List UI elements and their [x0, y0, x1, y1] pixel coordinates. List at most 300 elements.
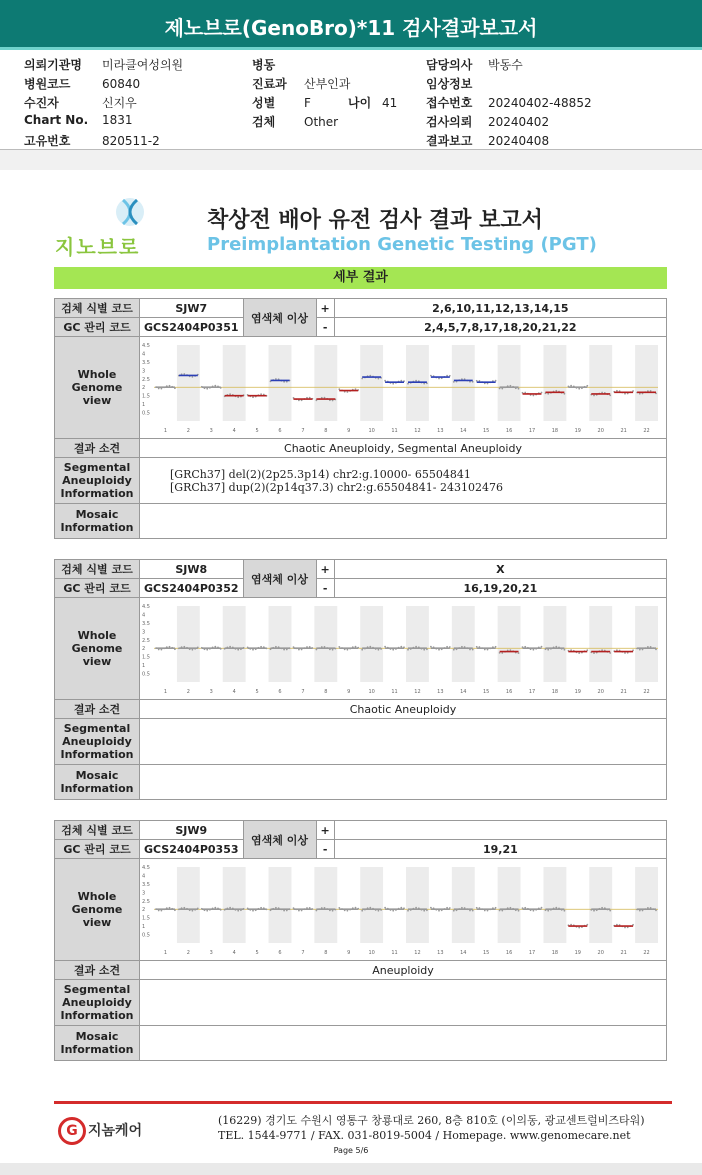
chromosome-band — [177, 345, 200, 421]
chromosome-band — [589, 345, 612, 421]
data-point — [547, 910, 549, 912]
loss-sign: - — [316, 579, 334, 598]
data-point — [355, 388, 357, 390]
y-tick-label: 1 — [142, 924, 146, 931]
chromosome-band — [452, 606, 475, 682]
y-tick-label: 3.5 — [142, 620, 150, 627]
contact-line: TEL. 1544-9771 / FAX. 031-8019-5004 / Homepage. www.genomecare.net — [218, 1129, 631, 1142]
y-tick-label: 3 — [142, 629, 146, 636]
gc-code: GCS2404P0352 — [140, 579, 244, 598]
x-tick-label: 16 — [505, 950, 513, 956]
x-tick-label: 11 — [391, 428, 398, 434]
chromosome-band — [635, 606, 658, 682]
segmental-label: Segmental Aneuploidy Information — [55, 719, 140, 765]
x-tick-label: 2 — [186, 428, 190, 434]
sample-code-label: 검체 식별 코드 — [55, 560, 140, 579]
data-point — [361, 649, 363, 651]
data-point — [518, 910, 520, 912]
y-tick-label: 2.5 — [142, 898, 150, 905]
loss-sign: - — [316, 840, 334, 859]
info-column-1 — [24, 56, 183, 151]
info-label: Chart No. — [24, 113, 89, 127]
x-tick-label: 7 — [301, 689, 305, 695]
gain-sign: + — [316, 821, 334, 840]
data-point — [214, 385, 216, 387]
segmental-line: [GRCh37] del(2)(2p25.3p14) chr2:g.10000- 65504841 — [170, 467, 471, 481]
data-point — [237, 910, 239, 912]
gc-code: GCS2404P0353 — [140, 840, 244, 859]
data-point — [518, 388, 520, 390]
chromosome-band — [635, 345, 658, 421]
x-tick-label: 17 — [528, 428, 536, 434]
data-point — [369, 375, 371, 377]
chromosome-band — [589, 606, 612, 682]
info-value: 20240408 — [488, 134, 550, 148]
chromosome-band — [406, 345, 429, 421]
data-point — [555, 646, 557, 648]
data-point — [415, 646, 417, 648]
data-point — [453, 910, 455, 912]
y-tick-label: 0.5 — [142, 932, 150, 939]
data-point — [555, 390, 557, 392]
gc-code-label: GC 관리 코드 — [55, 318, 140, 337]
report-title-korean: 착상전 배아 유전 검사 결과 보고서 — [207, 208, 543, 233]
abnormality-label: 염색체 이상 — [243, 821, 316, 859]
segmental-info — [140, 458, 667, 504]
data-point — [430, 646, 432, 648]
gc-code: GCS2404P0351 — [140, 318, 244, 337]
data-point — [400, 646, 402, 648]
data-point — [438, 910, 440, 912]
company-logo — [58, 1117, 142, 1145]
chromosome-band — [314, 345, 337, 421]
data-point — [570, 385, 572, 387]
y-tick-label: 1.5 — [142, 654, 150, 661]
data-point — [229, 907, 231, 909]
segmental-label: Segmental Aneuploidy Information — [55, 980, 140, 1026]
data-point — [392, 910, 394, 912]
x-tick-label: 20 — [597, 950, 604, 956]
data-point — [392, 383, 394, 385]
info-column-2 — [252, 56, 397, 132]
chromosome-band — [269, 867, 292, 943]
y-tick-label: 2 — [142, 385, 146, 392]
data-point — [495, 380, 497, 382]
x-tick-label: 3 — [209, 950, 213, 956]
x-tick-label: 7 — [301, 950, 305, 956]
gc-code-label: GC 관리 코드 — [55, 579, 140, 598]
data-point — [415, 380, 417, 382]
whole-genome-chart — [140, 337, 666, 435]
sample-code-label: 검체 식별 코드 — [55, 299, 140, 318]
chromosome-band — [177, 867, 200, 943]
x-tick-label: 4 — [232, 950, 236, 956]
info-value: 820511-2 — [102, 134, 160, 148]
x-tick-label: 12 — [414, 950, 421, 956]
info-label: 임상정보 — [426, 77, 473, 91]
address-line: (16229) 경기도 수원시 영통구 창룡대로 260, 8층 810호 (이의동, 광교센트럴비즈타워) — [218, 1114, 645, 1127]
data-point — [430, 907, 432, 909]
loss-chromosomes: 19,21 — [334, 840, 666, 859]
data-point — [332, 400, 334, 402]
data-point — [378, 910, 380, 912]
company-address — [218, 1113, 645, 1143]
info-label: 병원코드 — [24, 77, 71, 91]
chromosome-band — [269, 345, 292, 421]
data-point — [555, 907, 557, 909]
data-point — [564, 910, 566, 912]
info-value: 미라클여성의원 — [102, 58, 184, 72]
data-point — [438, 649, 440, 651]
logo-text: 지노브로 — [55, 235, 141, 259]
data-point — [192, 910, 194, 912]
x-tick-label: 19 — [574, 950, 582, 956]
x-tick-label: 18 — [551, 950, 559, 956]
x-tick-label: 1 — [163, 428, 168, 434]
data-point — [347, 649, 349, 651]
data-point — [392, 649, 394, 651]
x-tick-label: 18 — [551, 428, 559, 434]
data-point — [206, 910, 208, 912]
info-value: 20240402 — [488, 115, 550, 129]
x-tick-label: 8 — [324, 689, 328, 695]
y-tick-label: 4.5 — [142, 343, 150, 349]
x-tick-label: 12 — [414, 428, 421, 434]
whole-genome-chart — [140, 859, 666, 957]
data-point — [378, 378, 380, 380]
loss-sign: - — [316, 318, 334, 337]
chromosome-band — [543, 867, 566, 943]
finding-value: Aneuploidy — [140, 961, 667, 980]
x-tick-label: 18 — [551, 689, 559, 695]
chromosome-band — [635, 867, 658, 943]
x-tick-label: 7 — [301, 428, 305, 434]
data-point — [453, 381, 455, 383]
info-value: 20240402-48852 — [488, 96, 592, 110]
segmental-label: Segmental Aneuploidy Information — [55, 458, 140, 504]
x-tick-label: 17 — [528, 950, 536, 956]
data-point — [593, 652, 595, 654]
info-label: 나이 — [348, 96, 372, 110]
data-point — [400, 907, 402, 909]
data-point — [237, 396, 239, 398]
gain-chromosomes — [334, 821, 666, 840]
chromosome-band — [269, 606, 292, 682]
x-tick-label: 3 — [209, 689, 213, 695]
x-tick-label: 5 — [255, 950, 259, 956]
data-point — [192, 649, 194, 651]
x-tick-label: 15 — [482, 950, 490, 956]
finding-value: Chaotic Aneuploidy — [140, 700, 667, 719]
data-point — [578, 927, 580, 929]
info-value: 산부인과 — [304, 77, 351, 91]
chromosome-band — [360, 867, 383, 943]
x-tick-label: 21 — [620, 428, 627, 434]
mosaic-label: Mosaic Information — [55, 1026, 140, 1061]
chromosome-band — [360, 345, 383, 421]
page-bottom-bar — [0, 1163, 702, 1175]
x-tick-label: 22 — [643, 950, 650, 956]
whole-genome-label: Whole Genome view — [55, 859, 140, 961]
data-point — [347, 910, 349, 912]
data-point — [407, 910, 409, 912]
genomecare-icon: G — [58, 1117, 86, 1145]
data-point — [355, 907, 357, 909]
data-point — [384, 646, 386, 648]
x-tick-label: 21 — [620, 689, 627, 695]
chromosome-band — [314, 867, 337, 943]
x-tick-label: 9 — [347, 689, 351, 695]
data-point — [593, 395, 595, 397]
info-label: 검체 — [252, 115, 276, 129]
x-tick-label: 4 — [232, 689, 236, 695]
y-tick-label: 1 — [142, 402, 146, 409]
abnormality-label: 염색체 이상 — [243, 299, 316, 337]
data-point — [430, 375, 432, 377]
data-point — [564, 393, 566, 395]
y-tick-label: 3 — [142, 368, 146, 375]
x-tick-label: 10 — [368, 950, 375, 956]
x-tick-label: 11 — [391, 950, 398, 956]
x-tick-label: 22 — [643, 428, 650, 434]
data-point — [252, 910, 254, 912]
x-tick-label: 1 — [163, 950, 168, 956]
y-tick-label: 4 — [142, 873, 146, 880]
x-tick-label: 14 — [460, 950, 467, 956]
x-tick-label: 10 — [368, 689, 375, 695]
x-tick-label: 4 — [232, 428, 236, 434]
chromosome-band — [406, 867, 429, 943]
loss-chromosomes: 2,4,5,7,8,17,18,20,21,22 — [334, 318, 666, 337]
data-point — [237, 649, 239, 651]
x-tick-label: 20 — [597, 689, 604, 695]
detail-results-heading: 세부 결과 — [54, 267, 667, 289]
chromosome-band — [223, 867, 246, 943]
loss-chromosomes: 16,19,20,21 — [334, 579, 666, 598]
data-point — [601, 392, 603, 394]
data-point — [384, 380, 386, 382]
x-tick-label: 5 — [255, 428, 259, 434]
info-value: 박동수 — [488, 58, 523, 72]
y-tick-label: 4.5 — [142, 865, 150, 871]
x-tick-label: 17 — [528, 689, 536, 695]
data-point — [541, 646, 543, 648]
x-tick-label: 9 — [347, 428, 351, 434]
x-tick-label: 19 — [574, 689, 582, 695]
page-number: Page 5/6 — [333, 1146, 369, 1155]
info-value: 1831 — [102, 113, 133, 127]
data-point — [355, 646, 357, 648]
y-tick-label: 1.5 — [142, 393, 150, 400]
report-header-title: 제노브로(GenoBro)*11 검사결과보고서 — [164, 16, 538, 40]
y-tick-label: 0.5 — [142, 410, 150, 417]
x-tick-label: 20 — [597, 428, 604, 434]
data-point — [260, 393, 262, 395]
mosaic-label: Mosaic Information — [55, 504, 140, 539]
data-point — [616, 390, 618, 392]
mosaic-info — [140, 765, 667, 800]
segmental-info — [140, 980, 667, 1026]
x-tick-label: 5 — [255, 689, 259, 695]
gc-code-label: GC 관리 코드 — [55, 840, 140, 859]
data-point — [407, 649, 409, 651]
data-point — [400, 380, 402, 382]
whole-genome-plot-cell — [140, 598, 667, 700]
data-point — [570, 924, 572, 926]
mosaic-label: Mosaic Information — [55, 765, 140, 800]
x-tick-label: 14 — [460, 428, 467, 434]
info-value: 60840 — [102, 77, 141, 91]
x-tick-label: 13 — [437, 950, 444, 956]
data-point — [524, 392, 526, 394]
x-tick-label: 6 — [278, 428, 282, 434]
data-point — [423, 383, 425, 385]
x-tick-label: 9 — [347, 950, 351, 956]
data-point — [564, 649, 566, 651]
sample-result-table — [54, 559, 667, 800]
chromosome-band — [589, 867, 612, 943]
info-label: 결과보고 — [426, 134, 473, 148]
x-tick-label: 22 — [643, 689, 650, 695]
x-tick-label: 1 — [163, 689, 168, 695]
info-value: 신지우 — [102, 96, 137, 110]
data-point — [378, 649, 380, 651]
chromosome-band — [406, 606, 429, 682]
x-tick-label: 16 — [505, 689, 513, 695]
info-value: Other — [304, 115, 339, 129]
data-point — [541, 907, 543, 909]
data-point — [533, 395, 535, 397]
x-tick-label: 13 — [437, 428, 444, 434]
chromosome-band — [543, 345, 566, 421]
chromosome-band — [452, 867, 475, 943]
x-tick-label: 3 — [209, 428, 213, 434]
chromosome-band — [223, 345, 246, 421]
y-tick-label: 2 — [142, 907, 146, 914]
info-label: 의뢰기관명 — [24, 58, 82, 72]
sample-id: SJW8 — [140, 560, 244, 579]
data-point — [541, 392, 543, 394]
y-tick-label: 3.5 — [142, 359, 150, 366]
chromosome-band — [314, 606, 337, 682]
header-accent-line — [0, 47, 702, 50]
info-label: 진료과 — [252, 77, 287, 91]
data-point — [252, 396, 254, 398]
info-label: 병동 — [252, 58, 276, 72]
finding-label: 결과 소견 — [55, 961, 140, 980]
y-tick-label: 4 — [142, 351, 146, 358]
x-tick-label: 15 — [482, 689, 490, 695]
finding-label: 결과 소견 — [55, 439, 140, 458]
whole-genome-plot-cell — [140, 859, 667, 961]
gain-sign: + — [316, 560, 334, 579]
y-tick-label: 4.5 — [142, 604, 150, 610]
whole-genome-label: Whole Genome view — [55, 337, 140, 439]
segmental-line: [GRCh37] dup(2)(2p14q37.3) chr2:g.65504841- 243102476 — [170, 480, 503, 494]
x-tick-label: 6 — [278, 950, 282, 956]
sample-id: SJW9 — [140, 821, 244, 840]
info-value: 41 — [382, 96, 398, 110]
abnormality-label: 염색체 이상 — [243, 560, 316, 598]
x-tick-label: 8 — [324, 950, 328, 956]
data-point — [518, 652, 520, 654]
info-label: 담당의사 — [426, 58, 473, 72]
chromosome-band — [177, 606, 200, 682]
data-point — [578, 652, 580, 654]
x-tick-label: 21 — [620, 950, 627, 956]
data-point — [361, 910, 363, 912]
info-label: 성별 — [252, 96, 276, 110]
data-point — [229, 393, 231, 395]
report-title-english: Preimplantation Genetic Testing (PGT) — [207, 234, 597, 255]
whole-genome-label: Whole Genome view — [55, 598, 140, 700]
chromosome-band — [498, 345, 521, 421]
x-tick-label: 2 — [186, 950, 190, 956]
x-tick-label: 19 — [574, 428, 582, 434]
footer-divider — [54, 1101, 672, 1104]
x-tick-label: 8 — [324, 428, 328, 434]
gain-chromosomes: X — [334, 560, 666, 579]
whole-genome-plot-cell — [140, 337, 667, 439]
x-tick-label: 14 — [460, 689, 467, 695]
y-tick-label: 2.5 — [142, 637, 150, 644]
gain-chromosomes: 2,6,10,11,12,13,14,15 — [334, 299, 666, 318]
y-tick-label: 3 — [142, 890, 146, 897]
info-label: 접수번호 — [426, 96, 473, 110]
data-point — [533, 910, 535, 912]
mosaic-info — [140, 1026, 667, 1061]
mosaic-info — [140, 504, 667, 539]
y-tick-label: 4 — [142, 612, 146, 619]
data-point — [570, 649, 572, 651]
x-tick-label: 11 — [391, 689, 398, 695]
data-point — [369, 907, 371, 909]
y-tick-label: 1 — [142, 663, 146, 670]
chromosome-band — [360, 606, 383, 682]
data-point — [206, 388, 208, 390]
data-point — [407, 383, 409, 385]
company-name: 지놈케어 — [88, 1123, 143, 1139]
y-tick-label: 0.5 — [142, 671, 150, 678]
y-tick-label: 1.5 — [142, 915, 150, 922]
sample-result-table — [54, 820, 667, 1061]
data-point — [547, 649, 549, 651]
segmental-info — [140, 719, 667, 765]
info-column-3 — [426, 56, 592, 151]
data-point — [423, 649, 425, 651]
x-tick-label: 10 — [368, 428, 375, 434]
info-label: 검사의뢰 — [426, 115, 473, 129]
sample-id: SJW7 — [140, 299, 244, 318]
report-header-bar — [0, 0, 702, 47]
x-tick-label: 15 — [482, 428, 490, 434]
x-tick-label: 12 — [414, 689, 421, 695]
chromosome-band — [452, 345, 475, 421]
sample-result-table — [54, 298, 667, 539]
data-point — [423, 910, 425, 912]
data-point — [332, 649, 334, 651]
chromosome-band — [498, 606, 521, 682]
info-label: 고유번호 — [24, 134, 71, 148]
data-point — [192, 376, 194, 378]
section-separator — [0, 150, 702, 170]
data-point — [275, 378, 277, 380]
data-point — [332, 910, 334, 912]
finding-value: Chaotic Aneuploidy, Segmental Aneuploidy — [140, 439, 667, 458]
data-point — [369, 646, 371, 648]
sample-code-label: 검체 식별 코드 — [55, 821, 140, 840]
chromosome-band — [498, 867, 521, 943]
